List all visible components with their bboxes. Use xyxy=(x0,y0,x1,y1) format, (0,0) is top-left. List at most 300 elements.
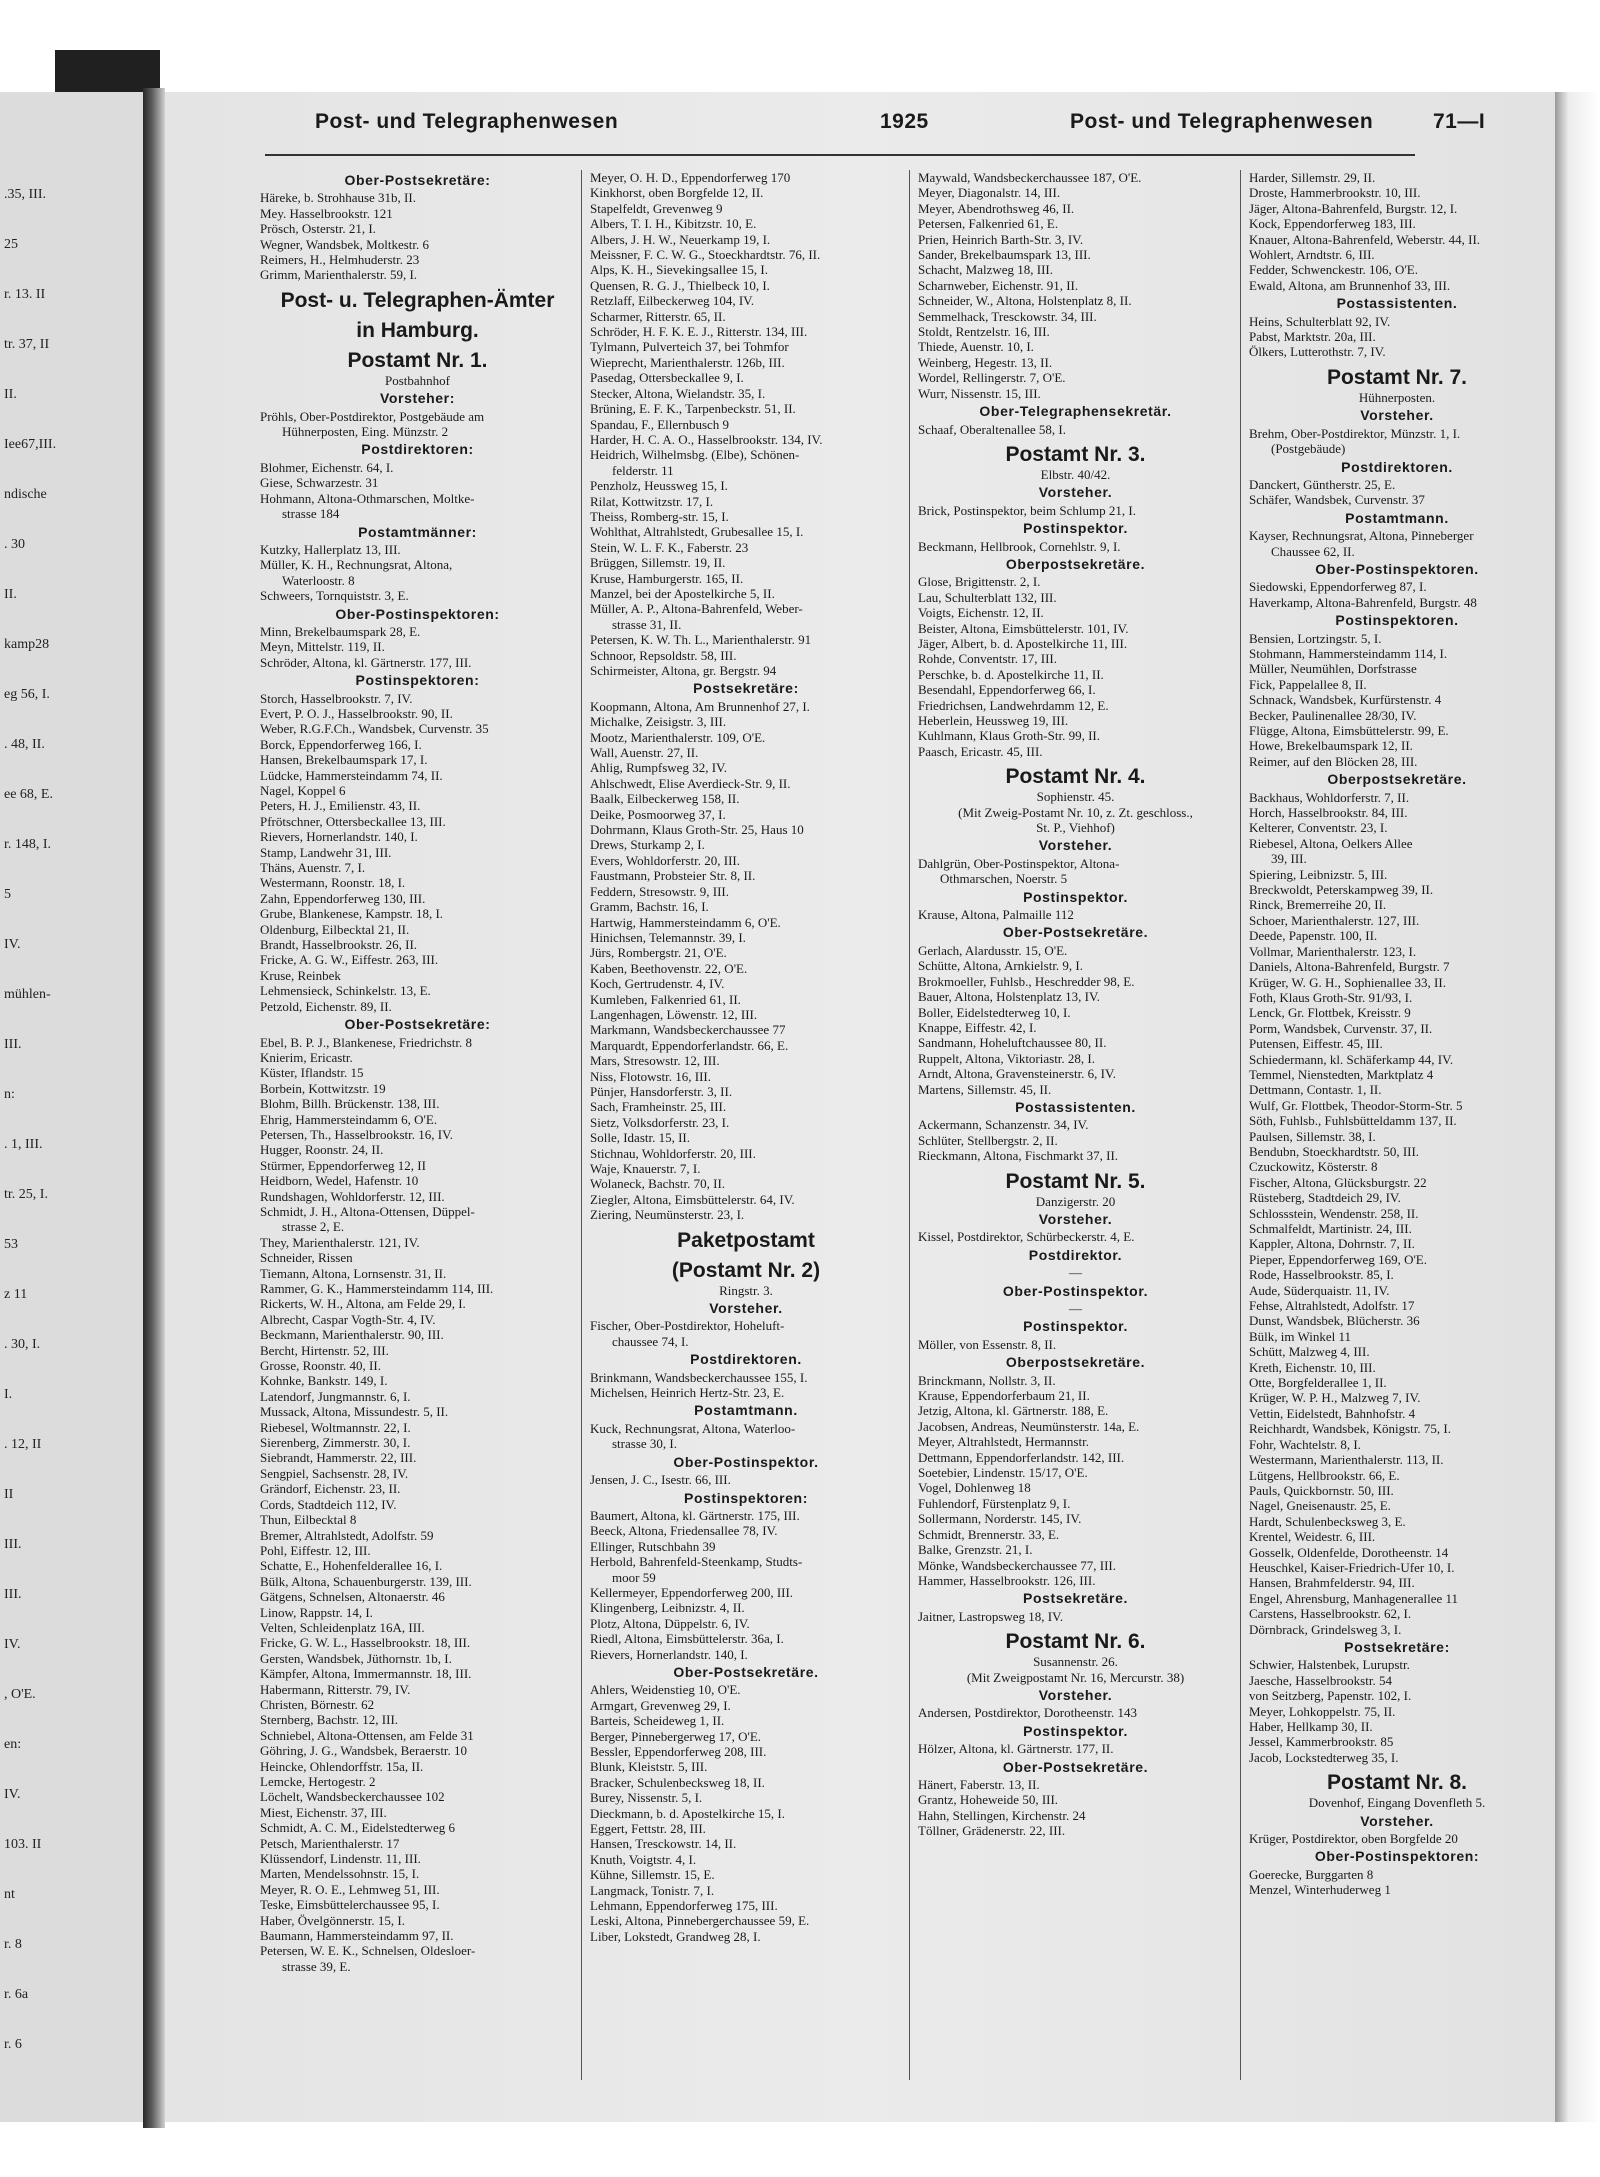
prev-page-fragment: III. xyxy=(4,1537,22,1552)
prev-page-fragment: r. 13. II xyxy=(4,287,46,302)
directory-entry: Liber, Lokstedt, Grandweg 28, I. xyxy=(590,1928,761,1944)
directory-entry: Haverkamp, Altona-Bahrenfeld, Burgstr. 48 xyxy=(1249,594,1477,610)
directory-page xyxy=(165,92,1555,2122)
office-address: (Mit Zweig-Postamt Nr. 10, z. Zt. geschloss., xyxy=(958,804,1193,820)
directory-entry: Schatte, E., Hohenfelderallee 16, I. xyxy=(260,1558,443,1574)
directory-entry: Lütgens, Hellbrookstr. 66, E. xyxy=(1249,1467,1400,1483)
directory-entry: Gosselk, Oldenfelde, Dorotheenstr. 14 xyxy=(1249,1544,1449,1560)
section-heading: Ober-Postinspektor. xyxy=(673,1453,819,1470)
section-heading: Ober-Postsekretäre. xyxy=(1002,1758,1149,1775)
directory-entry: Brinkmann, Wandsbeckerchaussee 155, I. xyxy=(590,1369,808,1385)
directory-entry: Ebel, B. P. J., Blankenese, Friedrichstr. 8 xyxy=(260,1034,472,1050)
section-heading: Postinspektor. xyxy=(1023,520,1128,537)
directory-entry: Siedowski, Eppendorferweg 87, I. xyxy=(1249,579,1427,595)
prev-page-fragment: I. xyxy=(4,1387,13,1402)
directory-entry: Fedder, Schwenckestr. 106, O'E. xyxy=(1249,262,1418,278)
directory-entry: Habermann, Ritterstr. 79, IV. xyxy=(260,1681,411,1697)
office-address: Danzigerstr. 20 xyxy=(1035,1193,1116,1209)
directory-entry: Peters, H. J., Emilienstr. 43, II. xyxy=(260,798,421,814)
prev-page-fragment: tr. 37, II xyxy=(4,337,50,352)
directory-entry: Schmidt, Brennerstr. 33, E. xyxy=(918,1526,1060,1542)
office-address: Sophienstr. 45. xyxy=(1036,789,1115,805)
directory-entry: Klingenberg, Leibnizstr. 4, II. xyxy=(590,1600,745,1616)
directory-entry: Carstens, Hasselbrookstr. 62, I. xyxy=(1249,1606,1412,1622)
directory-entry: Penzholz, Heussweg 15, I. xyxy=(590,478,728,494)
directory-entry: Barteis, Scheideweg 1, II. xyxy=(590,1713,725,1729)
directory-entry: Michelsen, Heinrich Hertz-Str. 23, E. xyxy=(590,1385,785,1401)
directory-entry: Waje, Knauerstr. 7, I. xyxy=(590,1161,701,1176)
prev-page-fragment: II. xyxy=(4,387,17,402)
directory-entry: Schmalfeldt, Martinistr. 24, III. xyxy=(1249,1221,1412,1236)
directory-entry: Friedrichsen, Landwehrdamm 12, E. xyxy=(918,697,1109,713)
directory-entry: Wohlert, Arndtstr. 6, III. xyxy=(1249,247,1375,263)
directory-entry: Stichnau, Wohldorferstr. 20, III. xyxy=(590,1145,756,1161)
directory-entry: Gätgens, Schnelsen, Altonaerstr. 46 xyxy=(260,1589,445,1605)
directory-entry: Schütt, Malzweg 4, III. xyxy=(1249,1344,1370,1360)
directory-entry: Wulf, Gr. Flottbek, Theodor-Storm-Str. 5 xyxy=(1249,1097,1463,1113)
directory-entry: Menzel, Winterhuderweg 1 xyxy=(1249,1882,1391,1898)
directory-entry: Prien, Heinrich Barth-Str. 3, IV. xyxy=(918,231,1084,247)
directory-entry: Scharmer, Ritterstr. 65, II. xyxy=(590,308,726,324)
directory-entry: Deede, Papenstr. 100, II. xyxy=(1249,928,1378,944)
directory-entry: Knierim, Ericastr. xyxy=(260,1049,353,1065)
directory-entry: Dörnbrack, Grindelsweg 3, I. xyxy=(1249,1621,1402,1637)
directory-entry: Cords, Stadtdeich 112, IV. xyxy=(260,1496,397,1512)
directory-entry: Dahlgrün, Ober-Postinspektor, Altona- xyxy=(918,855,1120,871)
directory-entry: Bauer, Altona, Holstenplatz 13, IV. xyxy=(918,989,1100,1005)
directory-entry: Voigts, Eichenstr. 12, II. xyxy=(918,605,1044,621)
section-heading: Ober-Postinspektor. xyxy=(1002,1282,1149,1299)
directory-entry: Giese, Schwarzestr. 31 xyxy=(260,475,379,491)
directory-entry: Horch, Hasselbrookstr. 84, III. xyxy=(1249,805,1408,821)
office-address: — xyxy=(1069,1301,1082,1316)
section-heading: Vorsteher. xyxy=(1360,1812,1434,1829)
directory-entry: Quensen, R. G. J., Thielbeck 10, I. xyxy=(590,277,770,293)
directory-entry: Tylmann, Pulverteich 37, bei Tohmfor xyxy=(590,339,789,355)
directory-entry: Nagel, Gneisenaustr. 25, E. xyxy=(1249,1498,1391,1514)
directory-entry: Kellermeyer, Eppendorferweg 200, III. xyxy=(590,1584,794,1600)
section-heading: Postamtmann. xyxy=(694,1402,798,1419)
directory-entry: Küster, Iflandstr. 15 xyxy=(260,1065,364,1081)
directory-entry: Storch, Hasselbrookstr. 7, IV. xyxy=(260,690,413,706)
directory-entry: Schniebel, Altona-Ottensen, am Felde 31 xyxy=(260,1727,474,1743)
section-heading: Ober-Postsekretäre: xyxy=(344,1016,491,1033)
directory-entry: Dettmann, Eppendorferlandstr. 142, III. xyxy=(918,1449,1125,1465)
directory-entry: Sollermann, Norderstr. 145, IV. xyxy=(918,1511,1082,1527)
directory-entry: Herbold, Bahrenfeld-Steenkamp, Studts- xyxy=(590,1554,803,1570)
directory-entry: Kelterer, Conventstr. 23, I. xyxy=(1249,820,1388,836)
directory-entry: Feddern, Stresowstr. 9, III. xyxy=(590,883,730,899)
directory-entry: Spandau, F., Ellernbusch 9 xyxy=(590,416,730,432)
directory-entry: Jaesche, Hasselbrookstr. 54 xyxy=(1249,1672,1392,1688)
directory-entry: Foth, Klaus Groth-Str. 91/93, I. xyxy=(1249,989,1413,1005)
directory-entry: Wall, Auenstr. 27, II. xyxy=(590,745,699,761)
office-title: Postamt Nr. 6. xyxy=(1005,1630,1146,1654)
column-divider xyxy=(909,170,910,2080)
directory-entry: Kruse, Reinbek xyxy=(260,967,341,983)
directory-entry: Pröhls, Ober-Postdirektor, Postgebäude am xyxy=(260,408,485,424)
directory-entry: Krause, Altona, Palmaille 112 xyxy=(918,907,1074,923)
office-title: Postamt Nr. 3. xyxy=(1005,442,1146,466)
directory-entry: Hinichsen, Telemannstr. 39, I. xyxy=(590,929,746,945)
directory-entry: Howe, Brekelbaumspark 12, II. xyxy=(1249,738,1413,754)
section-heading: Vorsteher. xyxy=(1038,1210,1113,1227)
section-heading: Oberpostsekretäre. xyxy=(1005,555,1146,572)
directory-entry: Blunk, Kleiststr. 5, III. xyxy=(590,1759,708,1775)
directory-entry: chaussee 74, I. xyxy=(612,1333,689,1349)
section-heading: Ober-Postinspektoren. xyxy=(1315,560,1479,577)
directory-entry: Brehm, Ober-Postdirektor, Münzstr. 1, I. xyxy=(1249,425,1461,441)
directory-entry: Schacht, Malzweg 18, III. xyxy=(918,262,1054,278)
directory-entry: Müller, A. P., Altona-Bahrenfeld, Weber- xyxy=(590,601,803,617)
prev-page-fragment: r. 6a xyxy=(4,1987,29,2002)
office-title: Postamt Nr. 5. xyxy=(1005,1169,1146,1193)
directory-entry: Meyer, Lohkoppelstr. 75, II. xyxy=(1249,1703,1396,1719)
office-title: Paketpostamt xyxy=(677,1228,815,1252)
directory-entry: Christen, Börnestr. 62 xyxy=(260,1696,375,1712)
directory-entry: Göhring, J. G., Wandsbek, Beraerstr. 10 xyxy=(260,1743,468,1759)
directory-entry: Schneider, Rissen xyxy=(260,1250,353,1266)
directory-entry: Hansen, Brekelbaumspark 17, I. xyxy=(260,752,428,768)
section-heading: Postinspektoren: xyxy=(355,672,480,689)
directory-entry: Tiemann, Altona, Lornsenstr. 31, II. xyxy=(260,1265,447,1281)
prev-page-fragment: II xyxy=(4,1487,14,1502)
prev-page-fragment: .35, III. xyxy=(4,187,46,202)
directory-entry: Schirmeister, Altona, gr. Bergstr. 94 xyxy=(590,663,777,678)
directory-entry: strasse 31, II. xyxy=(612,616,682,632)
directory-entry: Koopmann, Altona, Am Brunnenhof 27, I. xyxy=(590,698,810,714)
directory-entry: Wegner, Wandsbek, Moltkestr. 6 xyxy=(260,236,430,252)
directory-entry: Fohr, Wachtelstr. 8, I. xyxy=(1249,1436,1361,1452)
prev-page-fragment: III. xyxy=(4,1587,22,1602)
directory-entry: Stecker, Altona, Wielandstr. 35, I. xyxy=(590,385,766,401)
directory-entry: Koch, Gertrudenstr. 4, IV. xyxy=(590,976,725,992)
directory-entry: strasse 39, E. xyxy=(282,1958,351,1974)
prev-page-fragment: , O'E. xyxy=(4,1687,36,1702)
directory-entry: Baalk, Eilbeckerweg 158, II. xyxy=(590,791,740,807)
directory-entry: Gramm, Bachstr. 16, I. xyxy=(590,899,709,915)
directory-entry: Schröder, Altona, kl. Gärtnerstr. 177, III. xyxy=(260,654,472,670)
directory-entry: Linow, Rappstr. 14, I. xyxy=(260,1604,373,1620)
directory-entry: Soetebier, Lindenstr. 15/17, O'E. xyxy=(918,1465,1088,1481)
directory-entry: Drews, Sturkamp 2, I. xyxy=(590,837,705,853)
section-heading: Postinspektor. xyxy=(1023,888,1128,905)
directory-entry: Mussack, Altona, Missundestr. 5, II. xyxy=(260,1404,449,1420)
directory-entry: Dettmann, Contastr. 1, II. xyxy=(1249,1082,1382,1098)
directory-entry: Deike, Posmoorweg 37, I. xyxy=(590,806,726,822)
directory-entry: Knuth, Voigtstr. 4, I. xyxy=(590,1851,697,1867)
prev-page-fragment: r. 8 xyxy=(4,1937,22,1952)
directory-entry: Rinck, Bremerreihe 20, II. xyxy=(1249,897,1387,913)
directory-entry: Wieprecht, Marienthalerstr. 126b, III. xyxy=(590,354,785,370)
directory-entry: Müller, K. H., Rechnungsrat, Altona, xyxy=(260,557,453,573)
directory-entry: Mootz, Marienthalerstr. 109, O'E. xyxy=(590,729,766,745)
prev-page-fragment: 53 xyxy=(4,1237,18,1252)
header-page-number: 71—I xyxy=(1433,110,1486,133)
directory-entry: Martens, Sillemstr. 45, II. xyxy=(918,1081,1052,1097)
directory-entry: Lüdcke, Hammersteindamm 74, II. xyxy=(260,767,443,783)
directory-entry: strasse 30, I. xyxy=(612,1436,677,1452)
directory-entry: Velten, Schleidenplatz 16A, III. xyxy=(260,1619,425,1635)
directory-entry: Petzold, Eichenstr. 89, II. xyxy=(260,998,392,1014)
directory-entry: Semmelhack, Tresckowstr. 34, III. xyxy=(918,308,1097,324)
directory-entry: Putensen, Eiffestr. 45, III. xyxy=(1249,1036,1383,1052)
directory-entry: Meyer, Altrahlstedt, Hermannstr. xyxy=(918,1434,1089,1450)
directory-entry: Pauls, Quickbornstr. 50, III. xyxy=(1249,1482,1394,1498)
office-title: Post- u. Telegraphen-Ämter xyxy=(280,288,555,312)
directory-entry: Schneider, W., Altona, Holstenplatz 8, II. xyxy=(918,293,1132,309)
directory-entry: Marquardt, Eppendorferlandstr. 66, E. xyxy=(590,1037,789,1053)
directory-entry: Schäfer, Wandsbek, Curvenstr. 37 xyxy=(1249,492,1425,508)
directory-entry: Schnoor, Repsoldstr. 58, III. xyxy=(590,647,737,663)
section-heading: Ober-Postsekretäre: xyxy=(344,172,491,188)
directory-entry: felderstr. 11 xyxy=(612,462,674,478)
directory-entry: Backhaus, Wohldorferstr. 7, II. xyxy=(1249,789,1410,805)
directory-entry: Droste, Hammerbrookstr. 10, III. xyxy=(1249,185,1421,201)
directory-entry: Reichhardt, Wandsbek, Königstr. 75, I. xyxy=(1249,1421,1451,1437)
directory-entry: Ahlers, Weidenstieg 10, O'E. xyxy=(590,1682,741,1698)
directory-entry: Engel, Ahrensburg, Manhagenerallee 11 xyxy=(1249,1590,1459,1606)
directory-entry: Glose, Brigittenstr. 2, I. xyxy=(918,574,1041,590)
directory-entry: Hahn, Stellingen, Kirchenstr. 24 xyxy=(918,1807,1086,1823)
directory-entry: Krentel, Weidestr. 6, III. xyxy=(1249,1529,1376,1545)
directory-entry: Kinkhorst, oben Borgfelde 12, II. xyxy=(590,185,764,201)
section-heading: Vorsteher: xyxy=(380,390,455,407)
directory-entry: Westermann, Marienthalerstr. 113, II. xyxy=(1249,1452,1444,1468)
directory-entry: Löchelt, Wandsbeckerchaussee 102 xyxy=(260,1789,445,1805)
directory-entry: Beeck, Altona, Friedensallee 78, IV. xyxy=(590,1523,778,1539)
previous-page-edge xyxy=(0,92,143,2122)
directory-entry: Thiede, Auenstr. 10, I. xyxy=(918,339,1034,355)
directory-entry: Riebesel, Altona, Oelkers Allee xyxy=(1249,835,1413,851)
directory-entry: Kutzky, Hallerplatz 13, III. xyxy=(260,541,401,557)
section-heading: Vorsteher. xyxy=(1038,484,1113,501)
directory-entry: Kumleben, Falkenried 61, II. xyxy=(590,991,741,1007)
directory-entry: Grosse, Roonstr. 40, II. xyxy=(260,1358,381,1374)
directory-entry: Jaitner, Lastropsweg 18, IV. xyxy=(918,1608,1064,1624)
directory-entry: Grube, Blankenese, Kampstr. 18, I. xyxy=(260,906,444,922)
directory-entry: Hartwig, Hammersteindamm 6, O'E. xyxy=(590,914,781,930)
directory-entry: Beister, Altona, Eimsbüttelerstr. 101, IV. xyxy=(918,620,1129,636)
directory-entry: Petsch, Marienthalerstr. 17 xyxy=(260,1835,400,1851)
directory-entry: Thun, Eilbecktal 8 xyxy=(260,1512,357,1528)
directory-entry: Aude, Süderquaistr. 11, IV. xyxy=(1249,1282,1390,1298)
prev-page-fragment: . 1, III. xyxy=(4,1137,43,1152)
directory-entry: Reimer, auf den Blöcken 28, III. xyxy=(1249,753,1418,769)
directory-entry: Manzel, bei der Apostelkirche 5, II. xyxy=(590,585,775,601)
directory-entry: Meyer, Diagonalstr. 14, III. xyxy=(918,185,1061,201)
scan-black-bar xyxy=(55,50,160,92)
directory-entry: Arndt, Altona, Gravensteinerstr. 6, IV. xyxy=(918,1066,1116,1082)
directory-entry: Fick, Pappelallee 8, II. xyxy=(1249,676,1367,692)
directory-entry: Grimm, Marienthalerstr. 59, I. xyxy=(260,267,418,283)
section-heading: Postinspektor. xyxy=(1023,1722,1128,1739)
prev-page-fragment: r. 148, I. xyxy=(4,837,52,852)
directory-entry: Bessler, Eppendorferweg 208, III. xyxy=(590,1744,767,1759)
prev-page-fragment: eg 56, I. xyxy=(4,687,50,702)
directory-entry: Riedl, Altona, Eimsbüttelerstr. 36a, I. xyxy=(590,1631,784,1647)
office-address: Elbstr. 40/42. xyxy=(1040,466,1111,482)
directory-entry: Waterloostr. 8 xyxy=(282,572,355,588)
directory-entry: Lehmensieck, Schinkelstr. 13, E. xyxy=(260,983,431,999)
prev-page-fragment: . 30, I. xyxy=(4,1337,41,1352)
prev-page-fragment: 25 xyxy=(4,237,18,252)
directory-entry: Evert, P. O. J., Hasselbrookstr. 90, II. xyxy=(260,705,453,721)
directory-entry: moor 59 xyxy=(612,1569,656,1585)
directory-entry: Vettin, Eidelstedt, Bahnhofstr. 4 xyxy=(1249,1405,1416,1421)
directory-entry: Pabst, Marktstr. 20a, III. xyxy=(1249,329,1376,345)
directory-entry: Petersen, W. E. K., Schnelsen, Oldesloer- xyxy=(260,1943,476,1959)
directory-entry: Jessel, Kammerbrookstr. 85 xyxy=(1249,1734,1394,1750)
directory-entry: Daniels, Altona-Bahrenfeld, Burgstr. 7 xyxy=(1249,959,1450,975)
directory-entry: Kruse, Hamburgerstr. 165, II. xyxy=(590,570,744,586)
directory-entry: Albers, T. I. H., Kibitzstr. 10, E. xyxy=(590,216,757,232)
directory-entry: Fricke, A. G. W., Eiffestr. 263, III. xyxy=(260,952,439,968)
directory-entry: Michalke, Zeisigstr. 3, III. xyxy=(590,714,727,730)
prev-page-fragment: ndische xyxy=(4,487,47,502)
directory-entry: Sietz, Volksdorferstr. 23, I. xyxy=(590,1114,730,1130)
directory-entry: Meyn, Mittelstr. 119, II. xyxy=(260,639,385,655)
directory-entry: Schaaf, Oberaltenallee 58, I. xyxy=(918,421,1066,437)
prev-page-fragment: ee 68, E. xyxy=(4,787,53,802)
section-heading: Postassistenten. xyxy=(1336,295,1458,312)
directory-entry: Gerlach, Alardusstr. 15, O'E. xyxy=(918,942,1068,958)
directory-entry: Breckwoldt, Peterskampweg 39, II. xyxy=(1249,882,1434,898)
directory-entry: Krause, Eppendorferbaum 21, II. xyxy=(918,1388,1090,1404)
directory-entry: Dunst, Wandsbek, Blücherstr. 36 xyxy=(1249,1313,1420,1329)
directory-entry: Haber, Hellkamp 30, II. xyxy=(1249,1719,1373,1734)
section-heading: Vorsteher. xyxy=(1038,837,1113,854)
directory-entry: They, Marienthalerstr. 121, IV. xyxy=(260,1234,420,1250)
directory-entry: Stoldt, Rentzelstr. 16, III. xyxy=(918,324,1050,340)
header-left-title: Post- und Telegraphenwesen xyxy=(315,110,619,133)
office-title: Postamt Nr. 4. xyxy=(1005,765,1146,789)
directory-entry: Bendubn, Stoeckhardtstr. 50, III. xyxy=(1249,1143,1420,1159)
directory-entry: Mars, Stresowstr. 12, III. xyxy=(590,1053,720,1069)
directory-entry: Pohl, Eiffestr. 12, III. xyxy=(260,1542,371,1558)
directory-entry: strasse 2, E. xyxy=(282,1219,345,1235)
directory-entry: Hugger, Roonstr. 24, II. xyxy=(260,1142,384,1158)
directory-entry: Vollmar, Marienthalerstr. 123, I. xyxy=(1249,943,1417,959)
section-heading: Postdirektor. xyxy=(1028,1246,1123,1263)
directory-entry: Gersten, Wandsbek, Jüthornstr. 1b, I. xyxy=(260,1650,452,1666)
directory-entry: Schoer, Marienthalerstr. 127, III. xyxy=(1249,912,1420,928)
directory-entry: Latendorf, Jungmannstr. 6, I. xyxy=(260,1388,411,1404)
section-heading: Vorsteher. xyxy=(1360,407,1434,424)
directory-entry: Bensien, Lortzingstr. 5, I. xyxy=(1249,630,1382,646)
prev-page-fragment: z 11 xyxy=(4,1287,28,1302)
directory-entry: Perschke, b. d. Apostelkirche 11, II. xyxy=(918,666,1104,682)
directory-entry: Bremer, Altrahlstedt, Adolfstr. 59 xyxy=(260,1527,434,1543)
directory-entry: Kaben, Beethovenstr. 22, O'E. xyxy=(590,960,748,976)
directory-entry: Brick, Postinspektor, beim Schlump 21, I. xyxy=(918,502,1136,518)
section-heading: Postsekretäre: xyxy=(1344,1638,1450,1655)
directory-entry: Jäger, Albert, b. d. Apostelkirche 11, III. xyxy=(918,635,1128,651)
office-address: Susannenstr. 26. xyxy=(1033,1654,1118,1670)
prev-page-fragment: r. 6 xyxy=(4,2037,22,2052)
directory-entry: Fischer, Altona, Glücksburgstr. 22 xyxy=(1249,1174,1427,1190)
office-title: Postamt Nr. 1. xyxy=(347,348,488,372)
directory-entry: Reimers, H., Helmhuderstr. 23 xyxy=(260,252,420,268)
directory-entry: Heberlein, Heussweg 19, III. xyxy=(918,713,1069,728)
directory-entry: Kappler, Altona, Dohrnstr. 7, II. xyxy=(1249,1236,1415,1252)
directory-entry: Porm, Wandsbek, Curvenstr. 37, II. xyxy=(1249,1020,1433,1036)
directory-entry: Petersen, Th., Hasselbrookstr. 16, IV. xyxy=(260,1126,454,1142)
section-heading: Postdirektoren: xyxy=(361,441,474,458)
directory-entry: Pfrötschner, Ottersbeckallee 13, III. xyxy=(260,813,446,829)
page-right-edge xyxy=(1555,92,1600,2122)
directory-entry: Beckmann, Marienthalerstr. 90, III. xyxy=(260,1327,444,1343)
column-4 xyxy=(1249,170,1545,1898)
directory-entry: Sternberg, Bachstr. 12, III. xyxy=(260,1712,399,1728)
office-title: Postamt Nr. 7. xyxy=(1326,365,1468,389)
directory-entry: Jürs, Rombergstr. 21, O'E. xyxy=(590,945,727,961)
directory-entry: Bülk, im Winkel 11 xyxy=(1249,1328,1352,1344)
directory-entry: Grantz, Hoheweide 50, III. xyxy=(918,1792,1059,1808)
directory-entry: Brandt, Hasselbrookstr. 26, II. xyxy=(260,937,418,953)
directory-entry: Rievers, Hornerlandstr. 140, I. xyxy=(590,1646,748,1662)
directory-entry: Otte, Borgfelderallee 1, II. xyxy=(1249,1375,1387,1391)
directory-entry: Lehmann, Eppendorferweg 175, III. xyxy=(590,1898,778,1914)
office-address: Postbahnhof xyxy=(385,372,450,388)
section-heading: Vorsteher. xyxy=(709,1300,783,1317)
directory-entry: Fuhlendorf, Fürstenplatz 9, I. xyxy=(918,1495,1071,1511)
directory-entry: Jacob, Lockstedterweg 35, I. xyxy=(1249,1749,1399,1765)
binding-shadow xyxy=(143,88,165,2128)
directory-entry: Westermann, Roonstr. 18, I. xyxy=(260,875,406,891)
directory-entry: Solle, Idastr. 15, II. xyxy=(590,1130,691,1146)
directory-entry: Boller, Eidelstedterweg 10, I. xyxy=(918,1004,1071,1020)
directory-entry: Blohmer, Eichenstr. 64, I. xyxy=(260,459,394,475)
prev-page-fragment: IV. xyxy=(4,1787,21,1802)
directory-entry: Häreke, b. Strohhause 31b, II. xyxy=(260,190,416,206)
section-heading: Ober-Telegraphensekretär. xyxy=(979,403,1172,420)
prev-page-fragment: tr. 25, I. xyxy=(4,1187,48,1202)
header-rule xyxy=(265,154,1415,156)
directory-entry: Paasch, Ericastr. 45, III. xyxy=(918,743,1043,759)
directory-entry: Sander, Brekelbaumspark 13, III. xyxy=(918,247,1091,263)
directory-entry: Ziegler, Altona, Eimsbüttelerstr. 64, IV. xyxy=(590,1191,795,1207)
directory-entry: Schnack, Wandsbek, Kurfürstenstr. 4 xyxy=(1249,692,1442,708)
directory-entry: Besendahl, Eppendorferweg 66, I. xyxy=(918,682,1096,698)
directory-entry: Stürmer, Eppendorferweg 12, II xyxy=(260,1157,426,1173)
directory-entry: Heins, Schulterblatt 92, IV. xyxy=(1249,313,1391,329)
directory-entry: Hammer, Hasselbrookstr. 126, III. xyxy=(918,1572,1096,1588)
directory-entry: Rammer, G. K., Hammersteindamm 114, III. xyxy=(260,1281,494,1296)
directory-entry: Rundshagen, Wohldorferstr. 12, III. xyxy=(260,1188,445,1204)
office-title: (Postamt Nr. 2) xyxy=(671,1258,821,1282)
directory-entry: Wohlthat, Altrahlstedt, Grubesallee 15, I. xyxy=(590,524,804,540)
directory-entry: Jäger, Altona-Bahrenfeld, Burgstr. 12, I. xyxy=(1249,200,1458,216)
directory-entry: Hühnerposten, Eing. Münzstr. 2 xyxy=(282,424,449,440)
directory-entry: strasse 184 xyxy=(282,506,340,522)
directory-entry: Lenck, Gr. Flottbek, Kreisstr. 9 xyxy=(1249,1005,1411,1021)
directory-entry: Markmann, Wandsbeckerchaussee 77 xyxy=(590,1022,786,1038)
directory-entry: Teske, Eimsbüttelerchaussee 95, I. xyxy=(260,1897,440,1913)
directory-entry: Heidrich, Wilhelmsbg. (Elbe), Schönen- xyxy=(590,447,800,463)
directory-entry: Zahn, Eppendorferweg 130, III. xyxy=(260,890,426,906)
directory-entry: Kühne, Sillemstr. 15, E. xyxy=(590,1867,715,1883)
directory-entry: Othmarschen, Noerstr. 5 xyxy=(940,871,1068,887)
directory-entry: Schweers, Tornquiststr. 3, E. xyxy=(260,588,409,604)
directory-entry: Goerecke, Burggarten 8 xyxy=(1249,1866,1374,1882)
directory-entry: Stamp, Landwehr 31, III. xyxy=(260,844,392,860)
directory-entry: Plotz, Altona, Düppelstr. 6, IV. xyxy=(590,1615,750,1631)
directory-entry: Spiering, Leibnizstr. 5, III. xyxy=(1249,866,1388,882)
directory-entry: Langenhagen, Löwenstr. 12, III. xyxy=(590,1006,758,1022)
directory-entry: Hansen, Brahmfelderstr. 94, III. xyxy=(1249,1575,1415,1591)
directory-entry: Meyer, O. H. D., Eppendorferweg 170 xyxy=(590,170,791,185)
